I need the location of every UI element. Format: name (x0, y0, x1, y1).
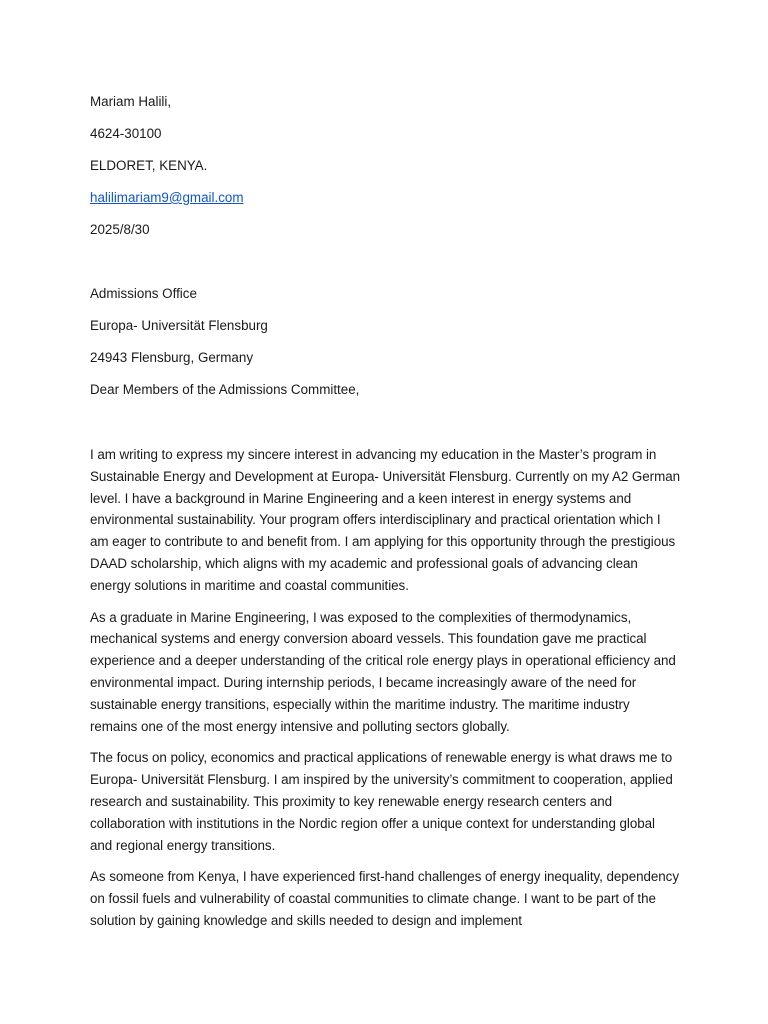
salutation: Dear Members of the Admissions Committee, (90, 382, 360, 397)
body-paragraph-3: The focus on policy, economics and practical applications of renewable energy is what draws me to Europa- Universität Flensburg. I am inspired by the university’s commitment to cooperation, applied research and sustainability. This proximity to key renewable energy research centers and collaboration with institutions in the Nordic region offer a unique context for understanding global and regional energy transitions. (90, 750, 673, 853)
recipient-address: 24943 Flensburg, Germany (90, 350, 254, 365)
letter-content (90, 92, 680, 942)
sender-email-link[interactable]: halilimariam9@gmail.com (90, 190, 244, 205)
sender-email-row (90, 188, 680, 208)
spacer (90, 412, 680, 444)
sender-name: Mariam Halili, (90, 94, 172, 109)
letter-date: 2025/8/30 (90, 222, 150, 237)
recipient-university: Europa- Universität Flensburg (90, 318, 268, 333)
sender-city: ELDORET, KENYA. (90, 158, 208, 173)
body-paragraph-2: As a graduate in Marine Engineering, I was exposed to the complexities of thermodynamics, mechanical systems and energy conversion aboard vessels. This foundation gave me practical experience and a deeper understanding of the critical role energy plays in operational efficiency and environmental impact. During internship periods, I became increasingly aware of the need for sustainable energy transitions, especially within the maritime industry. The maritime industry remains one of the most energy intensive and polluting sectors globally. (90, 609, 676, 734)
recipient-office: Admissions Office (90, 286, 197, 301)
spacer (90, 252, 680, 284)
body-paragraph-4: As someone from Kenya, I have experienced first-hand challenges of energy inequality, dependency on fossil fuels and vulnerability of coastal communities to climate change. I want to be part of the solution by gaining knowledge and skills needed to design and implement (90, 869, 679, 928)
body-paragraph-1: I am writing to express my sincere interest in advancing my education in the Master’s program in Sustainable Energy and Development at Europa- Universität Flensburg. Currently on my A2 German level. I have a background in Marine Engineering and a keen interest in energy systems and environmental sustainability. Your program offers interdisciplinary and practical orientation which I am eager to contribute to and benefit from. I am applying for this opportunity through the prestigious DAAD scholarship, which aligns with my academic and professional goals of advancing clean energy solutions in maritime and coastal communities. (90, 447, 680, 593)
sender-postal: 4624-30100 (90, 126, 162, 141)
